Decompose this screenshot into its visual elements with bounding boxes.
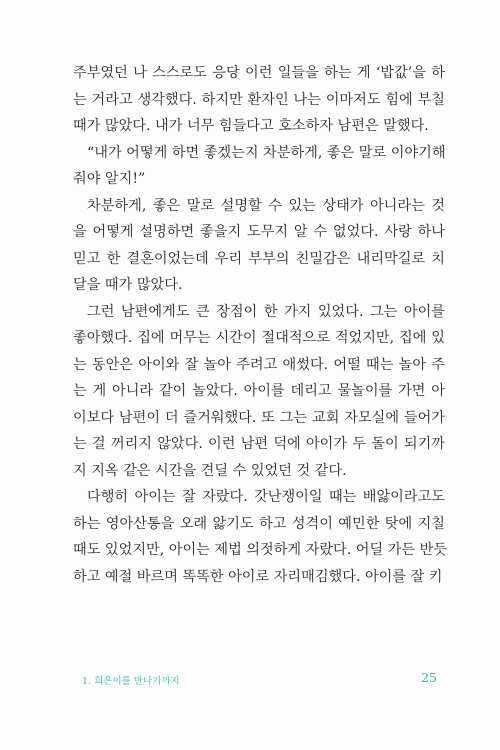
text-line: 때도 있었지만, 아이는 제법 의젓하게 자랐다. 어딜 가든 반듯 [73,542,448,558]
text-line: 때가 많았다. 내가 너무 힘들다고 호소하자 남편은 말했다. [73,118,429,134]
text-line: 차분하게, 좋은 말로 설명할 수 있는 상태가 아니라는 것 [87,197,445,214]
text-line: 주부였던 나 스스로도 응당 이런 일들을 하는 게 ‘밥값’을 하 [73,65,445,81]
text-line: 는 게 아니라 같이 놀았다. 아이를 데리고 물놀이를 가면 아 [73,383,445,399]
text-line: 믿고 한 결혼이었는데 우리 부부의 친밀감은 내리막길로 치 [73,250,445,267]
text-line: “내가 어떻게 하면 좋겠는지 차분하게, 좋은 말로 이야기해 [87,144,446,161]
text-line: 이보다 남편이 더 즐거워했다. 또 그는 교회 자모실에 들어가 [73,409,445,426]
body-text [73,60,448,590]
paragraph [73,299,445,485]
text-line: 좋아했다. 집에 머무는 시간이 절대적으로 적었지만, 집에 있 [73,330,445,346]
paragraph [73,193,445,299]
text-line: 는 걸 꺼리지 않았다. 이런 남편 덕에 아이가 두 돌이 되기까 [73,436,445,452]
text-line: 는 동안은 아이와 잘 놀아 주려고 애썼다. 어떨 때는 놀아 주 [73,356,445,373]
paragraph [73,484,448,590]
text-line: 을 어떻게 설명하면 좋을지 도무지 알 수 없었다. 사랑 하나 [73,224,445,240]
text-line: 지 지옥 같은 시간을 견딜 수 있었던 것 같다. [73,462,347,479]
text-line: 다행히 아이는 잘 자랐다. 갓난쟁이일 때는 배앓이라고도 [87,489,445,505]
text-line: 는 거라고 생각했다. 하지만 환자인 나는 이마저도 힘에 부칠 [73,91,445,108]
text-line: 달을 때가 많았다. [73,277,183,293]
text-line: 하는 영아산통을 오래 앓기도 하고 성격이 예민한 탓에 지칠 [73,515,445,532]
paragraph [73,60,445,140]
running-footer-chapter-title: 1. 희은이를 만나기까지 [82,676,180,687]
text-line: 줘야 알지!” [73,171,146,187]
paragraph [73,140,445,193]
text-line: 하고 예절 바르며 똑똑한 아이로 자리매김했다. 아이를 잘 키 [73,568,443,585]
page-number: 25 [421,670,437,685]
text-line: 그런 남편에게도 큰 장점이 한 가지 있었다. 그는 아이를 [87,303,445,320]
